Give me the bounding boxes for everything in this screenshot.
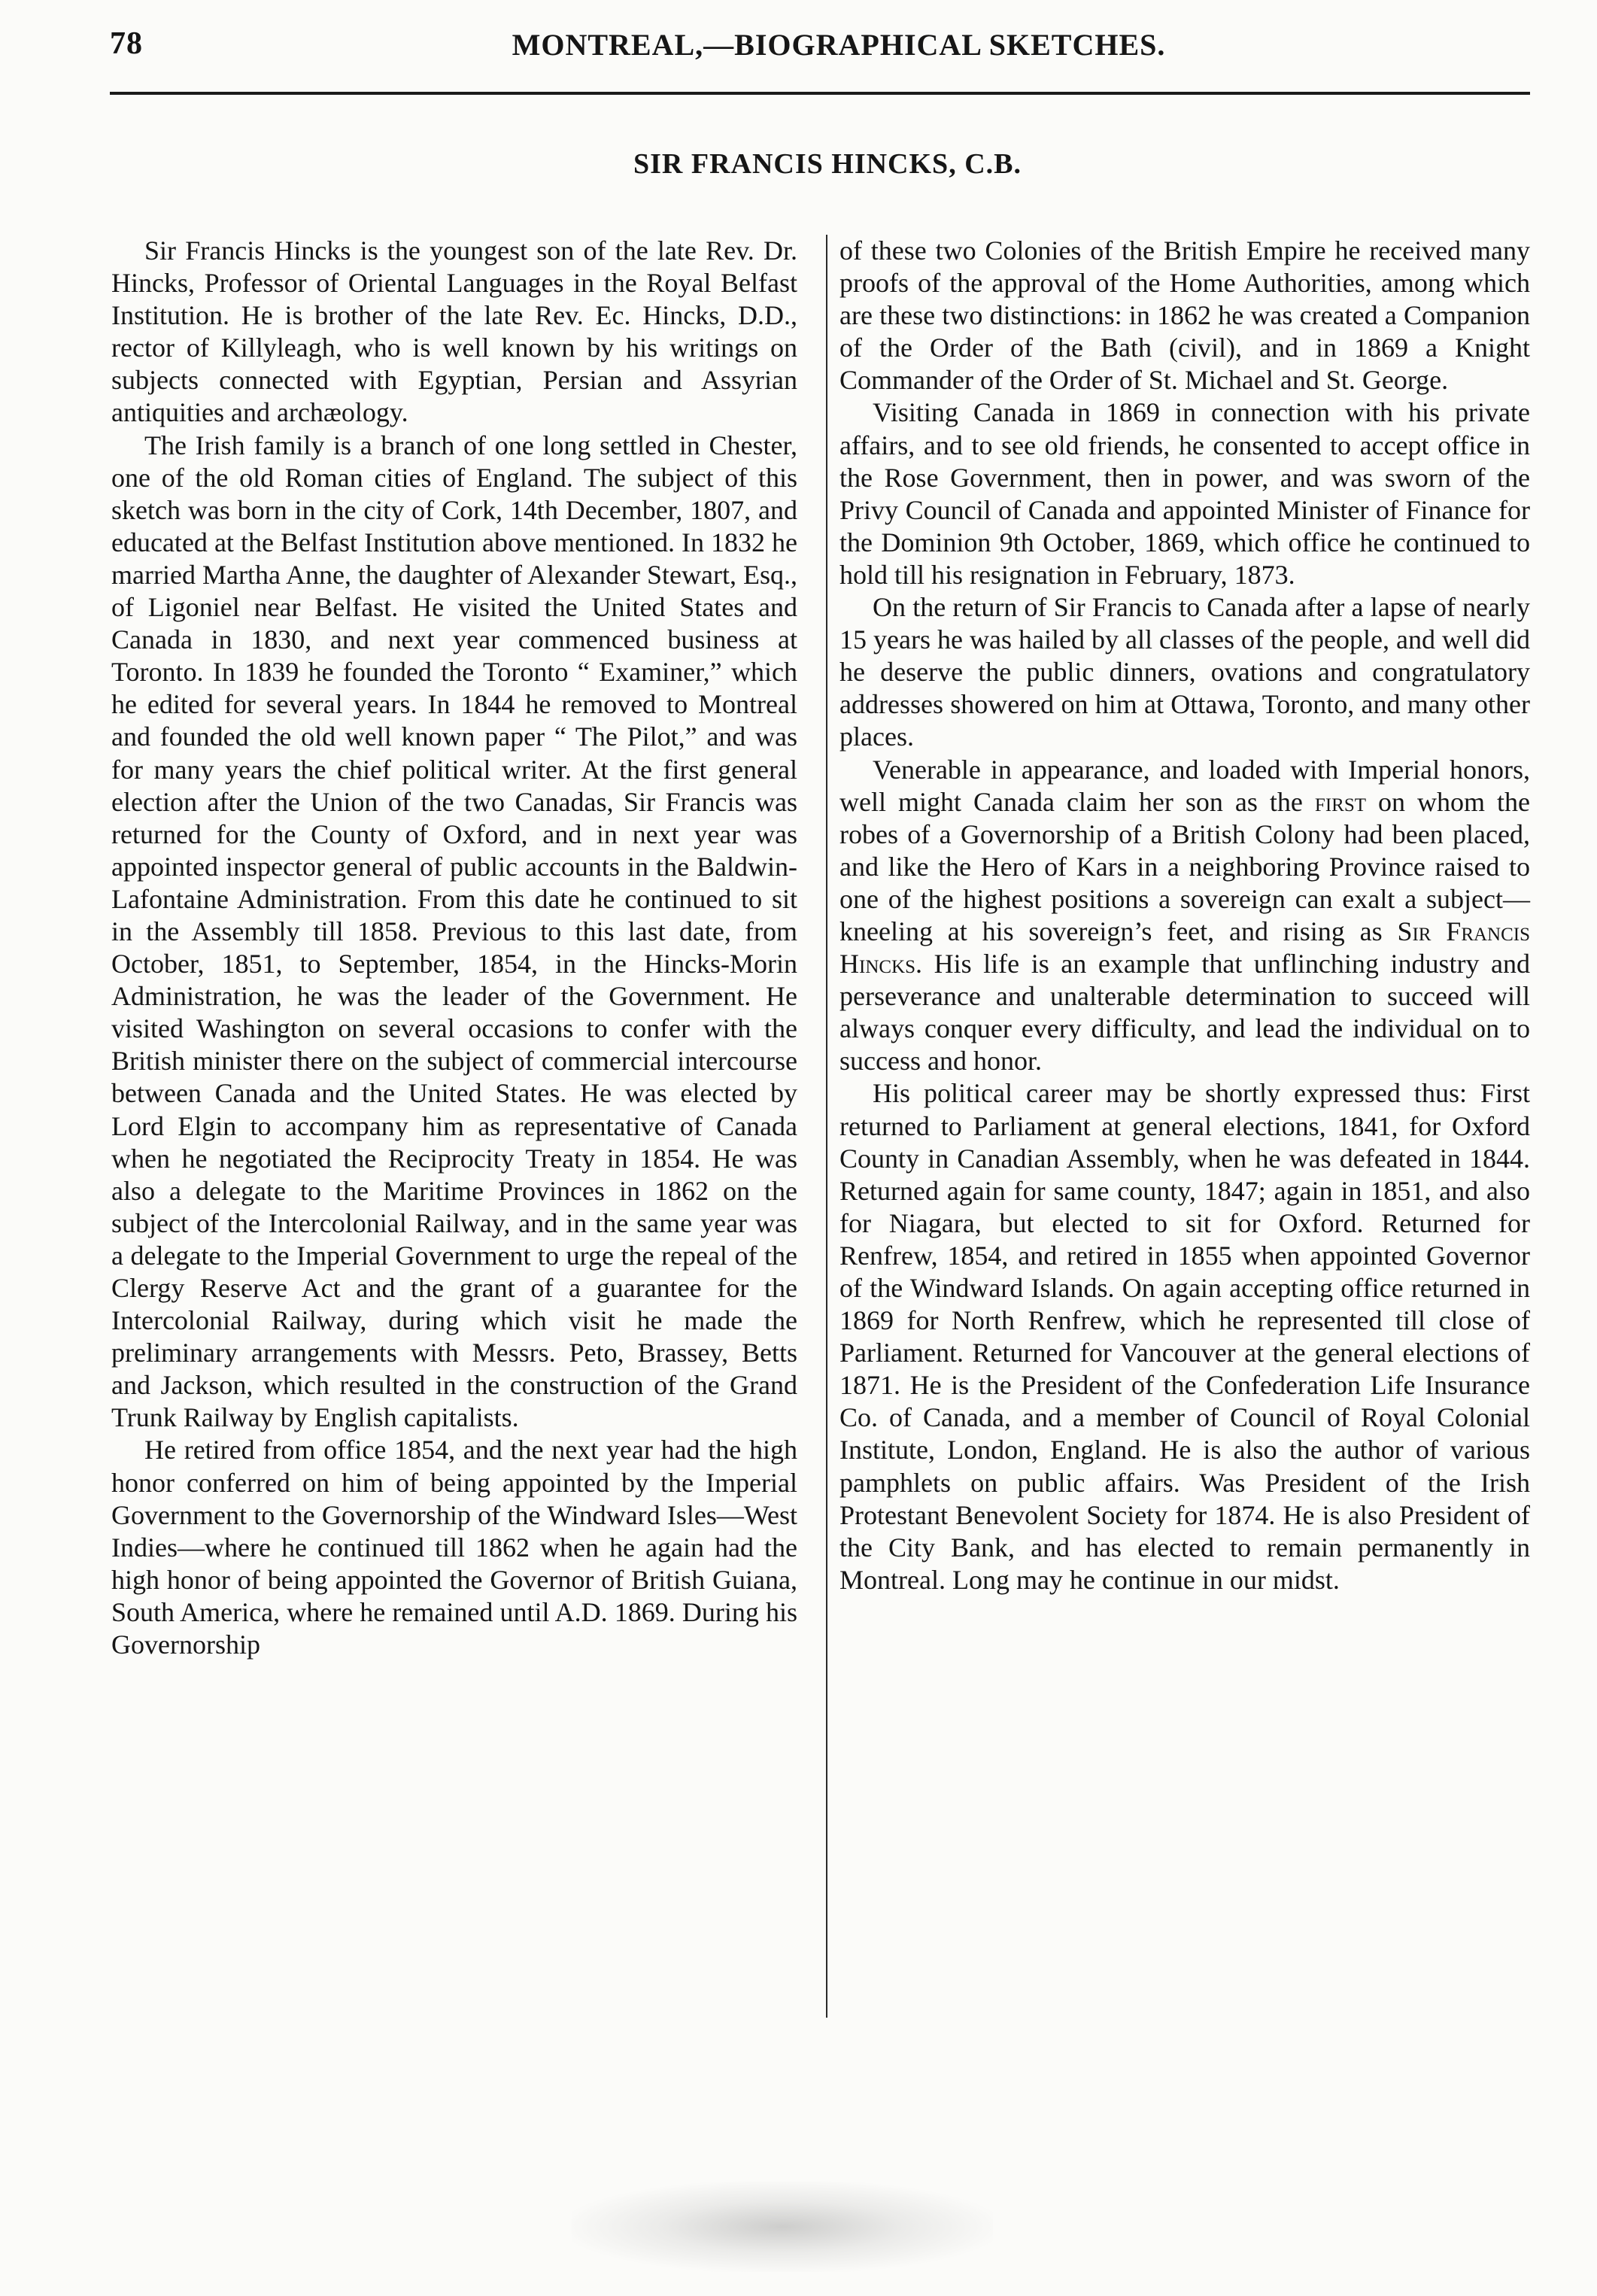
scan-smudge	[572, 2182, 993, 2272]
emphasis-name: Sir Francis Hincks.	[839, 916, 1531, 979]
paragraph-text: on whom the robes of a Governorship of a British Colony had been placed, and like the Hero of Kars in a neighboring Province raised to one of the highest positions a sovereign can exalt a subject—kneeling at his sovereign’s feet, and rising as	[839, 786, 1531, 946]
paragraph: He retired from office 1854, and the next year had the high honor conferred on him of being appointed by the Imperial Government to the Governorship of the Windward Isles—West Indies—where he continued till 1862 when he again had the high honor of being appointed the Governor of British Guiana, South America, where he remained until A.D. 1869. During his Governorship	[111, 1435, 797, 1660]
paragraph: of these two Colonies of the British Empire he received many proofs of the approval of the Home Authorities, among which are these two distinctions: in 1862 he was created a Companion of the Order of the Bath (civil), and in 1869 a Knight Commander of the Order of St. Michael and St. George.	[839, 235, 1530, 396]
column-divider	[826, 235, 827, 2018]
paragraph-text: His life is an example that unflinching industry and perseverance and unalterable determination to succeed will always conquer every difficulty, and lead the individual on to success and honor.	[839, 949, 1530, 1077]
paragraph	[839, 754, 1530, 1078]
paragraph: On the return of Sir Francis to Canada after a lapse of nearly 15 years he was hailed by all classes of the people, and well did he deserve the public dinners, ovations and congratulatory addresses showered on him at Ottawa, Toronto, and many other places.	[839, 592, 1530, 752]
article-title: SIR FRANCIS HINCKS, C.B.	[633, 148, 1022, 180]
paragraph: Sir Francis Hincks is the youngest son of the late Rev. Dr. Hincks, Professor of Oriental Languages in the Royal Belfast Institution. He is brother of the late Rev. Ec. Hincks, D.D., rector of Killyleagh, who is well known by his writings on subjects connected with Egyptian, Persian and Assyrian antiquities and archæology.	[111, 235, 797, 428]
paragraph: Visiting Canada in 1869 in connection with his private affairs, and to see old friends, he consented to accept office in the Rose Government, then in power, and was sworn of the Privy Council of Canada and appointed Minister of Finance for the Dominion 9th October, 1869, which office he continued to hold till his resignation in February, 1873.	[839, 397, 1530, 590]
paragraph-text: Venerable in appearance, and loaded with Imperial honors, well might Canada claim her son as the	[839, 754, 1530, 817]
emphasis-first: first	[1314, 786, 1367, 817]
page-number: 78	[110, 26, 143, 61]
right-column	[839, 235, 1530, 1596]
paragraph: His political career may be shortly expressed thus: First returned to Parliament at general elections, 1841, for Oxford County in Canadian Assembly, when he was defeated in 1844. Returned again for same county, 1847; again in 1851, and also for Niagara, but elected to sit for Oxford. Returned for Renfrew, 1854, and retired in 1855 when appointed Governor of the Windward Islands. On again accepting office returned in 1869 for North Renfrew, which he represented till close of Parliament. Returned for Vancouver at the general elections of 1871. He is the President of the Confederation Life Insurance Co. of Canada, and a member of Council of Royal Colonial Institute, London, England. He is also the author of various pamphlets on public affairs. Was President of the Irish Protestant Benevolent Society for 1874. He is also President of the City Bank, and has elected to remain permanently in Montreal. Long may he continue in our midst.	[839, 1078, 1530, 1595]
paragraph: The Irish family is a branch of one long settled in Chester, one of the old Roman cities of England. The subject of this sketch was born in the city of Cork, 14th December, 1807, and educated at the Belfast Institution above mentioned. In 1832 he married Martha Anne, the daughter of Alexander Stewart, Esq., of Ligoniel near Belfast. He visited the United States and Canada in 1830, and next year commenced business at Toronto. In 1839 he founded the Toronto “ Examiner,” which he edited for several years. In 1844 he removed to Montreal and founded the old well known paper “ The Pilot,” and was for many years the chief political writer. At the first general election after the Union of the two Canadas, Sir Francis was returned for the County of Oxford, and in next year was appointed inspector general of public accounts in the Baldwin-Lafontaine Administration. From this date he continued to sit in the Assembly till 1858. Previous to this last date, from October, 1851, to September, 1854, in the Hincks-Morin Administration, he was the leader of the Government. He visited Washington on several occasions to confer with the British minister there on the subject of commercial intercourse between Canada and the United States. He was elected by Lord Elgin to accompany him as representative of Canada when he negotiated the Reciprocity Treaty in 1854. He was also a delegate to the Maritime Provinces in 1862 on the subject of the Intercolonial Railway, and in the same year was a delegate to the Imperial Government to urge the repeal of the Clergy Reserve Act and the grant of a guarantee for the Intercolonial Railway, during which visit he made the preliminary arrangements with Messrs. Peto, Brassey, Betts and Jackson, which resulted in the construction of the Grand Trunk Railway by English capitalists.	[111, 430, 797, 1433]
header-rule	[110, 92, 1530, 95]
left-column	[111, 235, 797, 1661]
running-head: MONTREAL,—BIOGRAPHICAL SKETCHES.	[512, 28, 1166, 62]
